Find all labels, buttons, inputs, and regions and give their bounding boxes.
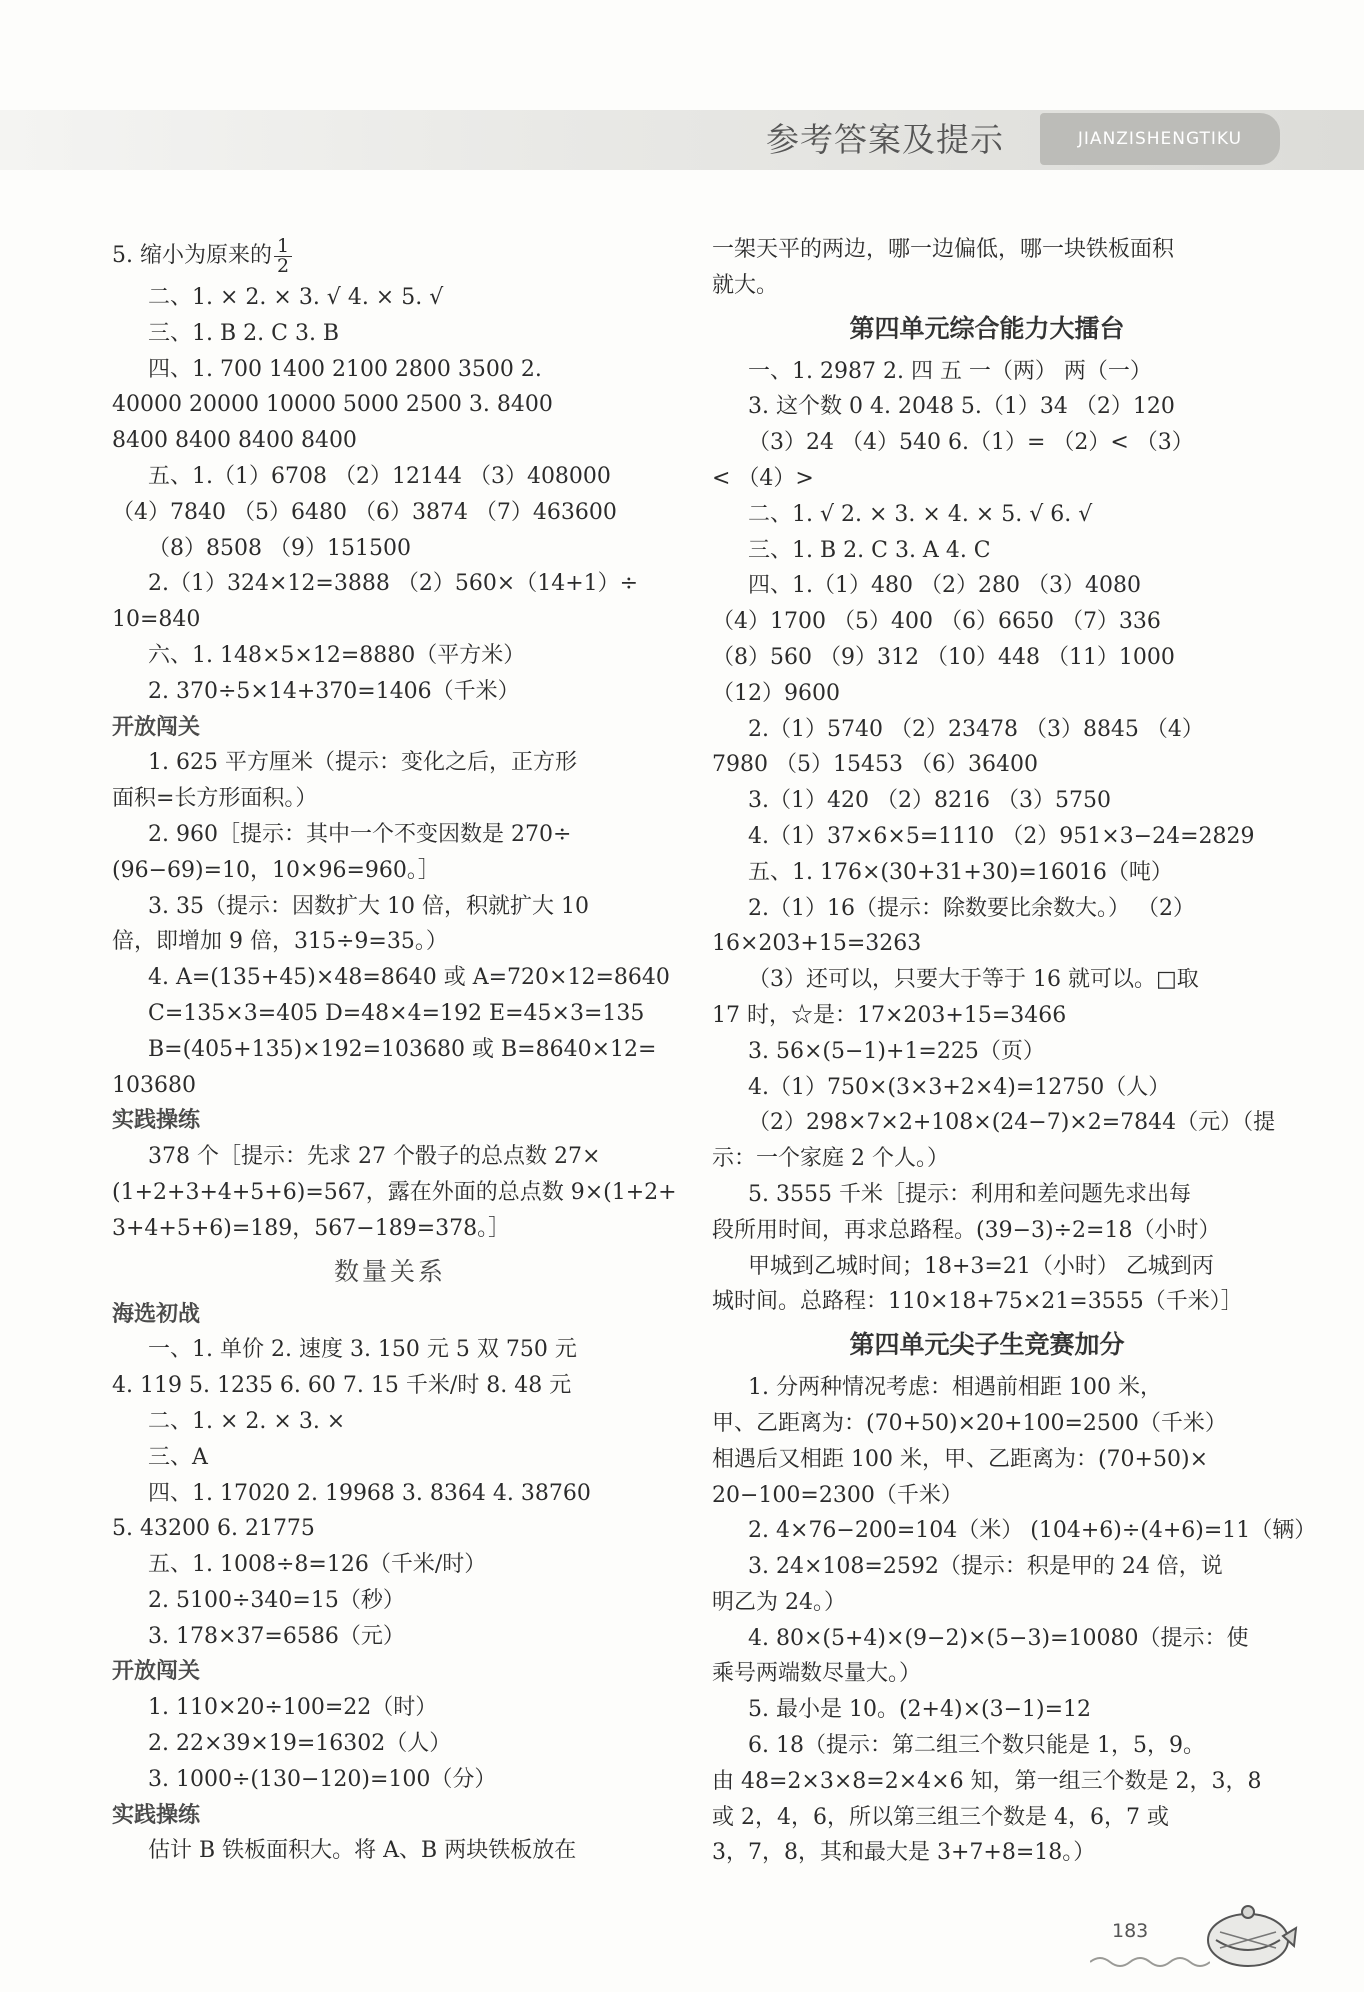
answer-line: 2.（1）5740 （2）23478 （3）8845 （4）: [748, 716, 1204, 742]
section-title: 第四单元综合能力大擂台: [849, 313, 1125, 343]
subsection-heading: 开放闯关: [112, 714, 201, 740]
answer-line: 二、1. × 2. × 3. ×: [148, 1408, 346, 1434]
answer-line: C=135×3=405 D=48×4=192 E=45×3=135: [148, 1000, 645, 1026]
answer-line: 就大。: [712, 272, 779, 298]
fraction: $\frac{1}{2}$: [274, 237, 292, 276]
answer-line: 2.（1）324×12=3888 （2）560×（14+1）÷: [148, 571, 639, 597]
answer-line: 1. 625 平方厘米（提示：变化之后，正方形: [148, 750, 577, 776]
answer-line: 103680: [112, 1072, 196, 1098]
answer-line: 4.（1）750×(3×3+2×4)=12750（人）: [748, 1074, 1171, 1100]
section-title: 数量关系: [333, 1256, 446, 1286]
answer-line: 城时间。总路程：110×18+75×21=3555（千米）］: [712, 1289, 1243, 1315]
answer-line: 2. 370÷5×14+370=1406（千米）: [148, 678, 520, 704]
answer-line: 五、1. 176×(30+31+30)=16016（吨）: [748, 859, 1173, 885]
answer-line: 7980 （5）15453 （6）36400: [712, 752, 1038, 778]
answer-line: 四、1. 17020 2. 19968 3. 8364 4. 38760: [148, 1480, 591, 1506]
answer-line: 5. 3555 千米［提示：利用和差问题先求出每: [748, 1181, 1191, 1207]
answer-line: 或 2，4，6，所以第三组三个数是 4，6，7 或: [712, 1804, 1169, 1830]
header-series-tag: JIANZISHENGTIKU: [1040, 113, 1280, 165]
answer-line: 3，7，8，其和最大是 3+7+8=18。）: [712, 1840, 1096, 1866]
answer-line: （3）还可以，只要大于等于 16 就可以。□取: [748, 967, 1199, 993]
answer-line: （2）298×7×2+108×(24−7)×2=7844（元）（提: [748, 1110, 1276, 1136]
answer-line: 378 个［提示：先求 27 个骰子的总点数 27×: [148, 1144, 601, 1170]
answer-line: 3. 56×(5−1)+1=225（页）: [748, 1038, 1045, 1064]
answer-line: 1. 110×20÷100=22（时）: [148, 1695, 438, 1721]
answer-line: 3+4+5+6)=189，567−189=378。］: [112, 1215, 511, 1241]
answer-line: 一、1. 单价 2. 速度 3. 150 元 5 双 750 元: [148, 1337, 577, 1363]
answer-line: （4）1700 （5）400 （6）6650 （7）336: [712, 609, 1161, 635]
answer-line: 由 48=2×3×8=2×4×6 知，第一组三个数是 2，3，8: [712, 1768, 1262, 1794]
answer-line: 16×203+15=3263: [712, 931, 922, 957]
answer-line: 3. 178×37=6586（元）: [148, 1623, 405, 1649]
answer-line: 2.（1）16（提示：除数要比余数大。） （2）: [748, 895, 1195, 921]
answer-line: 3. 24×108=2592（提示：积是甲的 24 倍，说: [748, 1554, 1223, 1580]
answer-line: 二、1. × 2. × 3. √ 4. × 5. √: [148, 285, 444, 310]
answer-line: < （4）>: [712, 465, 814, 491]
answer-line: 段所用时间，再求总路程。(39−3)÷2=18（小时）: [712, 1217, 1221, 1243]
answer-line: (1+2+3+4+5+6)=567，露在外面的总点数 9×(1+2+: [112, 1179, 677, 1205]
answer-line: 估计 B 铁板面积大。将 A、B 两块铁板放在: [148, 1838, 577, 1864]
answer-line: 相遇后又相距 100 米，甲、乙距离为：(70+50)×: [712, 1446, 1209, 1472]
answer-line: 四、1.（1）480 （2）280 （3）4080: [748, 573, 1141, 599]
answer-line: 三、1. B 2. C 3. B: [148, 320, 340, 346]
answer-line: 三、1. B 2. C 3. A 4. C: [748, 537, 991, 563]
answer-line: 1. 分两种情况考虑：相遇前相距 100 米，: [748, 1375, 1162, 1401]
answer-line: 2. 4×76−200=104（米） (104+6)÷(4+6)=11（辆）: [748, 1518, 1317, 1544]
subsection-heading: 海选初战: [112, 1301, 201, 1327]
section-title: 第四单元尖子生竞赛加分: [849, 1330, 1125, 1360]
page-header-title: 参考答案及提示: [766, 120, 1004, 159]
answer-line: 二、1. √ 2. × 3. × 4. × 5. √ 6. √: [748, 501, 1093, 527]
answer-line: 2. 960［提示：其中一个不变因数是 270÷: [148, 821, 572, 847]
answer-line: 3.（1）420 （2）8216 （3）5750: [748, 788, 1111, 814]
answer-line: 2. 22×39×19=16302（人）: [148, 1731, 452, 1757]
subsection-heading: 开放闯关: [112, 1659, 201, 1685]
answer-line: 甲城到乙城时间；18+3=21（小时） 乙城到丙: [748, 1253, 1214, 1279]
answer-line: 倍，即增加 9 倍，315÷9=35。）: [112, 929, 448, 955]
answer-line: 六、1. 148×5×12=8880（平方米）: [148, 642, 526, 668]
answer-line: 五、1. 1008÷8=126（千米/时）: [148, 1552, 487, 1578]
answer-line: 17 时，☆是：17×203+15=3466: [712, 1002, 1067, 1028]
answer-line: 3. 35（提示：因数扩大 10 倍，积就扩大 10: [148, 893, 589, 919]
answer-line: （3）24 （4）540 6.（1）= （2）< （3）: [748, 430, 1194, 456]
answer-line: 三、A: [148, 1444, 208, 1470]
answer-line: （4）7840 （5）6480 （6）3874 （7）463600: [112, 499, 617, 525]
answer-line: 4. 80×(5+4)×(9−2)×(5−3)=10080（提示：使: [748, 1625, 1249, 1651]
answer-line: 一、1. 2987 2. 四 五 一（两） 两（一）: [748, 358, 1152, 384]
left-column: [112, 232, 677, 1869]
answer-line: 6. 18（提示：第二组三个数只能是 1，5，9。: [748, 1733, 1205, 1759]
answer-line: （8）560 （9）312 （10）448 （11）1000: [712, 644, 1175, 670]
subsection-heading: 实践操练: [112, 1802, 201, 1828]
answer-line: 20−100=2300（千米）: [712, 1482, 963, 1508]
answer-line: 4. 119 5. 1235 6. 60 7. 15 千米/时 8. 48 元: [112, 1373, 572, 1399]
answer-line: 示：一个家庭 2 个人。）: [712, 1146, 949, 1172]
answer-line: 四、1. 700 1400 2100 2800 3500 2.: [148, 356, 542, 382]
answer-line: 乘号两端数尽量大。）: [712, 1661, 922, 1687]
answer-line: 5. 最小是 10。(2+4)×(3−1)=12: [748, 1697, 1092, 1723]
answer-line: 2. 5100÷340=15（秒）: [148, 1587, 405, 1613]
right-column: [712, 232, 1317, 1871]
answer-line: 五、1.（1）6708 （2）12144 （3）408000: [148, 463, 611, 489]
answer-line: 5. 缩小为原来的 $\frac{1}{2}$: [112, 232, 668, 280]
answer-line: 明乙为 24。）: [712, 1589, 846, 1615]
answer-line: 3. 这个数 0 4. 2048 5.（1）34 （2）120: [748, 394, 1175, 420]
answer-line: (96−69)=10，10×96=960。］: [112, 857, 440, 883]
subsection-heading: 实践操练: [112, 1108, 201, 1134]
answer-line: 4. A=(135+45)×48=8640 或 A=720×12=8640: [148, 965, 670, 991]
answer-line: 8400 8400 8400 8400: [112, 428, 357, 454]
answer-line: （12）9600: [712, 680, 840, 706]
fish-mascot-icon: [1198, 1890, 1298, 1970]
answer-line: 10=840: [112, 607, 201, 633]
page-number: 183: [1112, 1920, 1149, 1942]
answer-line: B=(405+135)×192=103680 或 B=8640×12=: [148, 1036, 657, 1062]
answer-line: 甲、乙距离为：(70+50)×20+100=2500（千米）: [712, 1410, 1227, 1436]
answer-line: 面积=长方形面积。）: [112, 786, 318, 812]
answer-line: 5. 43200 6. 21775: [112, 1516, 315, 1542]
answer-line: 一架天平的两边，哪一边偏低，哪一块铁板面积: [712, 237, 1175, 262]
answer-line: 40000 20000 10000 5000 2500 3. 8400: [112, 392, 553, 418]
wave-decoration-icon: [1090, 1950, 1210, 1970]
answer-line: 3. 1000÷(130−120)=100（分）: [148, 1766, 497, 1792]
answer-line: （8）8508 （9）151500: [148, 535, 411, 561]
answer-line: 4.（1）37×6×5=1110 （2）951×3−24=2829: [748, 823, 1255, 849]
